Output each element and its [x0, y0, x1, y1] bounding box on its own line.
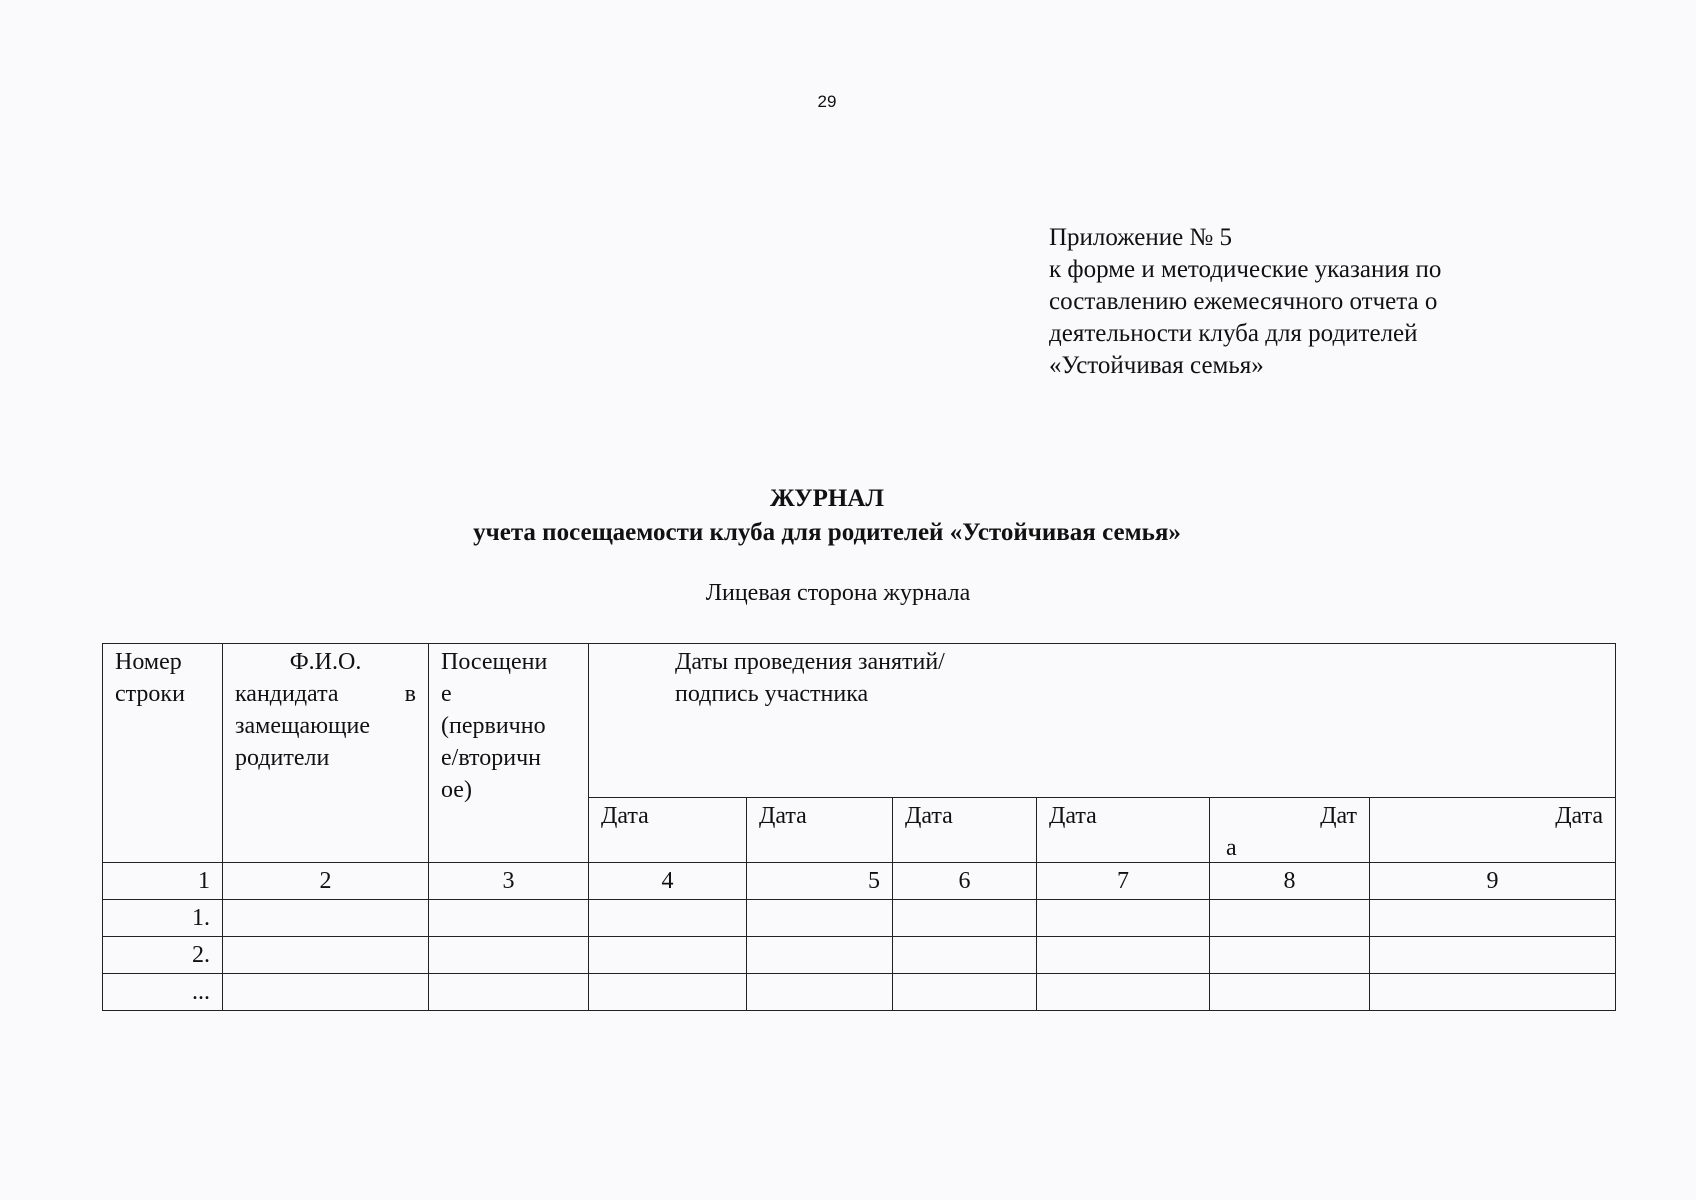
column-number: 2	[223, 863, 429, 900]
header-dates	[589, 644, 1616, 798]
table-cell	[223, 900, 429, 937]
table-cell	[429, 937, 589, 974]
title-main: ЖУРНАЛ	[769, 485, 885, 512]
journal-side-label: Лицевая сторона журнала	[705, 580, 971, 606]
row-number: 1.	[103, 900, 223, 937]
header-row-number	[103, 644, 223, 863]
table-cell	[223, 937, 429, 974]
date-label: Дата	[1370, 798, 1616, 863]
table-cell	[1370, 974, 1616, 1011]
title-sub: учета посещаемости клуба для родителей «Устойчивая семья»	[473, 519, 1181, 546]
table-cell	[893, 937, 1037, 974]
table-cell	[1370, 900, 1616, 937]
column-number: 6	[893, 863, 1037, 900]
column-number: 4	[589, 863, 747, 900]
appendix-line: деятельности клуба для родителей	[1049, 320, 1418, 347]
table-cell	[1370, 937, 1616, 974]
column-number: 7	[1037, 863, 1210, 900]
appendix-line: «Устойчивая семья»	[1049, 352, 1264, 379]
date-label: Дат	[1320, 803, 1357, 829]
row-number: 2.	[103, 937, 223, 974]
table-cell	[1037, 974, 1210, 1011]
table-cell	[747, 900, 893, 937]
header-text: ое)	[441, 777, 472, 803]
header-text: кандидата	[235, 681, 339, 707]
column-number: 8	[1210, 863, 1370, 900]
attendance-journal-table	[102, 643, 1616, 1011]
header-text: в	[404, 681, 416, 707]
table-cell	[223, 974, 429, 1011]
table-cell	[1210, 974, 1370, 1011]
row-number: ...	[103, 974, 223, 1011]
table-cell	[589, 900, 747, 937]
column-number: 1	[103, 863, 223, 900]
date-label: Дата	[747, 798, 893, 863]
header-text-line	[235, 678, 416, 710]
column-number: 3	[429, 863, 589, 900]
header-text: строки	[115, 681, 185, 707]
table-cell	[893, 974, 1037, 1011]
header-full-name	[223, 644, 429, 863]
table-cell	[1037, 900, 1210, 937]
appendix-line: Приложение № 5	[1049, 224, 1233, 251]
table-row	[103, 937, 1616, 974]
table-cell	[429, 974, 589, 1011]
appendix-note	[1049, 222, 1519, 382]
column-number: 9	[1370, 863, 1616, 900]
table-cell	[589, 937, 747, 974]
table-cell	[893, 900, 1037, 937]
table-row	[103, 974, 1616, 1011]
appendix-line: составлению ежемесячного отчета о	[1049, 288, 1438, 315]
header-text: Номер	[115, 649, 182, 675]
header-text: Даты проведения занятий/	[675, 649, 945, 675]
date-label-tail: а	[1226, 835, 1237, 861]
header-text: подпись участника	[675, 681, 869, 707]
header-text: (первично	[441, 713, 546, 739]
date-label: Дата	[589, 798, 747, 863]
header-text: е/вторичн	[441, 745, 541, 771]
table-row	[103, 900, 1616, 937]
page-number: 29	[817, 92, 837, 111]
column-number: 5	[747, 863, 893, 900]
header-text: е	[441, 681, 452, 707]
table-cell	[429, 900, 589, 937]
document-title	[0, 482, 1654, 550]
table-cell	[1210, 937, 1370, 974]
header-text: Ф.И.О.	[289, 649, 362, 675]
header-text: Посещени	[441, 649, 548, 675]
table-cell	[747, 974, 893, 1011]
table-cell	[589, 974, 747, 1011]
appendix-line: к форме и методические указания по	[1049, 256, 1442, 283]
date-label: Дата	[1037, 798, 1210, 863]
header-text: замещающие	[235, 713, 371, 739]
table-cell	[1037, 937, 1210, 974]
header-text: родители	[235, 745, 330, 771]
date-label-split	[1210, 798, 1370, 863]
table-cell	[1210, 900, 1370, 937]
date-label: Дата	[893, 798, 1037, 863]
header-visit-type	[429, 644, 589, 863]
table-cell	[747, 937, 893, 974]
